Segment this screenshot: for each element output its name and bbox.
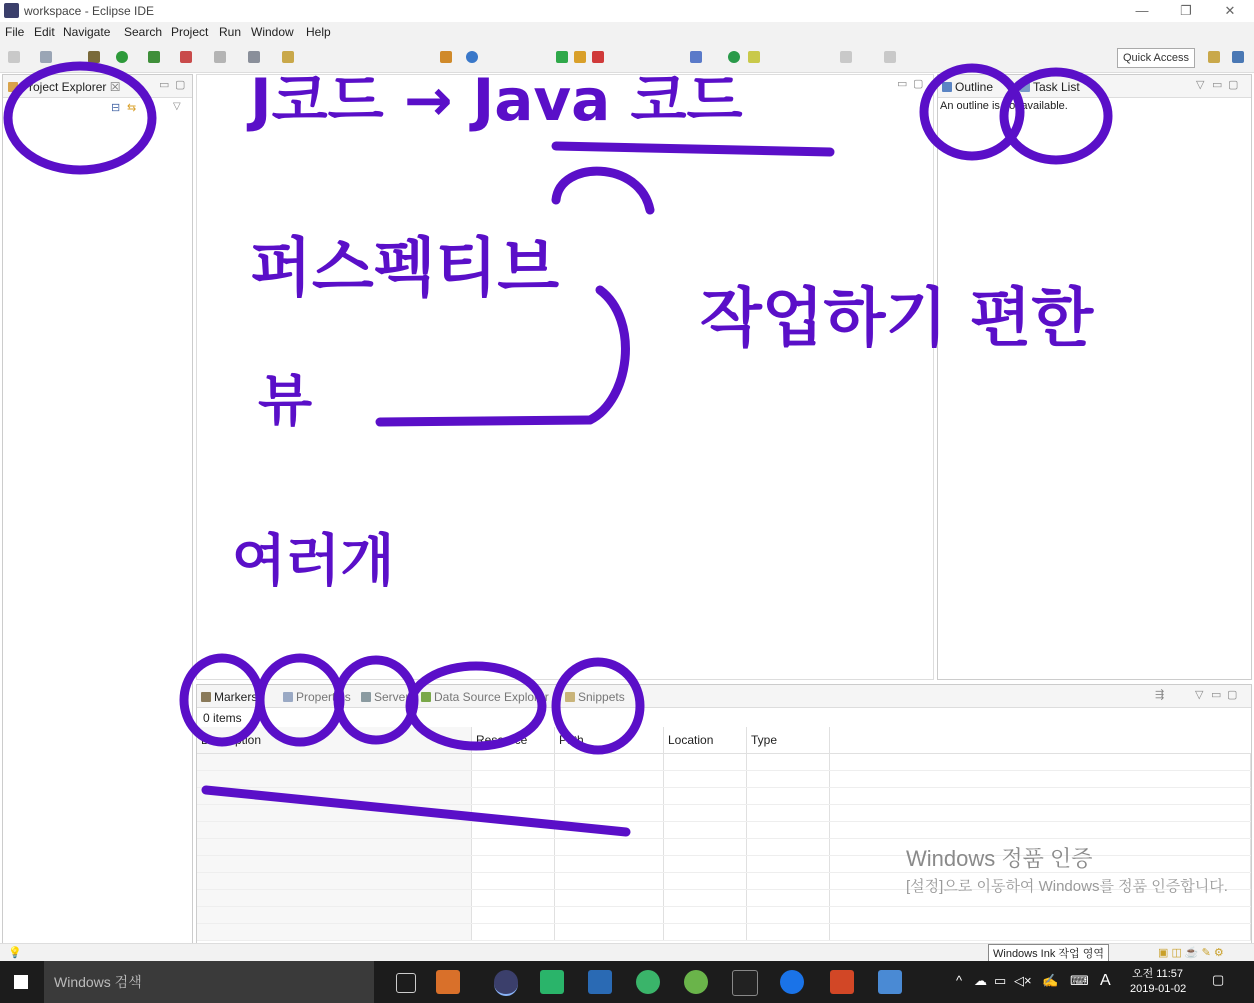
ink-circle-tab2 — [260, 658, 340, 742]
minimize-view-icon[interactable]: ▭ — [159, 79, 170, 91]
ink-text-convenient: 작업하기 편한 — [700, 282, 1094, 356]
minimize-view-icon[interactable]: ▭ — [1212, 79, 1223, 91]
status-icons[interactable]: ▣ ◫ ☕ ✎ ⚙ — [1158, 947, 1224, 959]
editor-minimize-icon[interactable]: ▭ — [897, 78, 908, 90]
tray-chevron-icon[interactable]: ^ — [956, 973, 963, 988]
action-center-icon[interactable]: ▢ — [1212, 972, 1225, 987]
ink-arrow — [380, 420, 590, 422]
volume-icon[interactable]: ◁× — [1014, 973, 1032, 988]
window-title: workspace - Eclipse IDE — [24, 4, 155, 18]
keyboard-icon[interactable]: ⌨ — [1070, 973, 1089, 988]
ink-text-top: J코드 → Java 코드 — [250, 66, 743, 134]
menu-edit[interactable]: Edit — [34, 25, 55, 39]
col-type[interactable]: Type — [747, 727, 830, 754]
menu-search[interactable]: Search — [124, 25, 163, 39]
ink-underline-table — [206, 790, 626, 832]
menu-file[interactable]: File — [5, 25, 25, 39]
menu-project[interactable]: Project — [171, 25, 209, 39]
editor-maximize-icon[interactable]: ▢ — [913, 78, 924, 90]
restore-button[interactable]: ❐ — [1180, 3, 1192, 18]
maximize-view-icon[interactable]: ▢ — [175, 79, 186, 91]
tasklist-tab-label: Task List — [1033, 80, 1080, 94]
outline-tab-label: Outline — [955, 80, 994, 94]
tab-markers-label: Markers — [214, 690, 258, 704]
maximize-view-icon[interactable]: ▢ — [1228, 79, 1239, 91]
filter-icon[interactable]: ⇶ — [1155, 689, 1165, 701]
col-description[interactable]: Description — [197, 727, 472, 754]
activation-title: Windows 정품 인증 — [906, 846, 1093, 871]
project-explorer-title: Project Explorer — [21, 80, 107, 94]
ink-circle-tab4 — [410, 666, 542, 746]
view-menu-icon[interactable]: ▽ — [1196, 79, 1205, 91]
ink-loop — [556, 171, 650, 210]
ime-indicator[interactable]: A — [1100, 972, 1111, 989]
items-count: 0 items — [203, 711, 242, 725]
minimize-button[interactable]: — — [1135, 3, 1149, 18]
tab-properties-label: Properties — [296, 690, 351, 704]
ink-text-perspective: 퍼스펙티브 — [250, 232, 560, 306]
close-button[interactable]: ✕ — [1224, 3, 1236, 18]
menu-navigate[interactable]: Navigate — [63, 25, 111, 39]
ink-circle-explorer — [8, 66, 152, 170]
ink-workspace-tooltip: Windows Ink 작업 영역 — [988, 944, 1109, 964]
menu-help[interactable]: Help — [306, 25, 331, 39]
col-path[interactable]: Path — [555, 727, 664, 754]
close-tab-icon[interactable]: ☒ — [109, 80, 121, 94]
tab-snippets-label: Snippets — [578, 690, 625, 704]
ink-circle-tab5 — [556, 662, 640, 750]
ink-curve — [590, 290, 625, 420]
menu-run[interactable]: Run — [219, 25, 242, 39]
col-resource[interactable]: Resource — [472, 727, 555, 754]
onedrive-icon[interactable]: ☁ — [974, 973, 987, 988]
ink-circle-tab3 — [338, 660, 414, 740]
quick-access-input[interactable]: Quick Access — [1117, 48, 1195, 68]
tab-dse-label: Data Source Explorer — [434, 690, 549, 704]
ink-text-several: 여러개 — [232, 529, 395, 594]
col-location[interactable]: Location — [664, 727, 747, 754]
activation-subtitle: [설정]으로 이동하여 Windows를 정품 인증합니다. — [906, 878, 1228, 895]
minimize-view-icon[interactable]: ▭ — [1211, 689, 1222, 701]
tab-servers-label: Servers — [374, 690, 416, 704]
network-icon[interactable]: ▭ — [994, 973, 1007, 988]
view-menu-icon[interactable]: ▽ — [173, 101, 181, 112]
clock-date[interactable]: 2019-01-02 — [1130, 983, 1187, 995]
collapse-all-icon[interactable]: ⊟ — [111, 102, 121, 114]
windows-search-box[interactable]: Windows 검색 — [44, 961, 374, 1003]
clock-time[interactable]: 오전 11:57 — [1132, 968, 1184, 980]
lightbulb-icon[interactable]: 💡 — [8, 947, 22, 959]
view-menu-icon[interactable]: ▽ — [1195, 689, 1204, 701]
ink-text-view: 뷰 — [258, 369, 313, 434]
pen-icon[interactable]: ✍ — [1042, 973, 1059, 988]
outline-message: An outline is not available. — [940, 100, 1068, 112]
link-editor-icon[interactable]: ⇆ — [127, 102, 137, 114]
ink-circle-tab1 — [184, 658, 260, 742]
menu-window[interactable]: Window — [251, 25, 294, 39]
ink-underline-java — [556, 146, 830, 152]
maximize-view-icon[interactable]: ▢ — [1227, 689, 1238, 701]
